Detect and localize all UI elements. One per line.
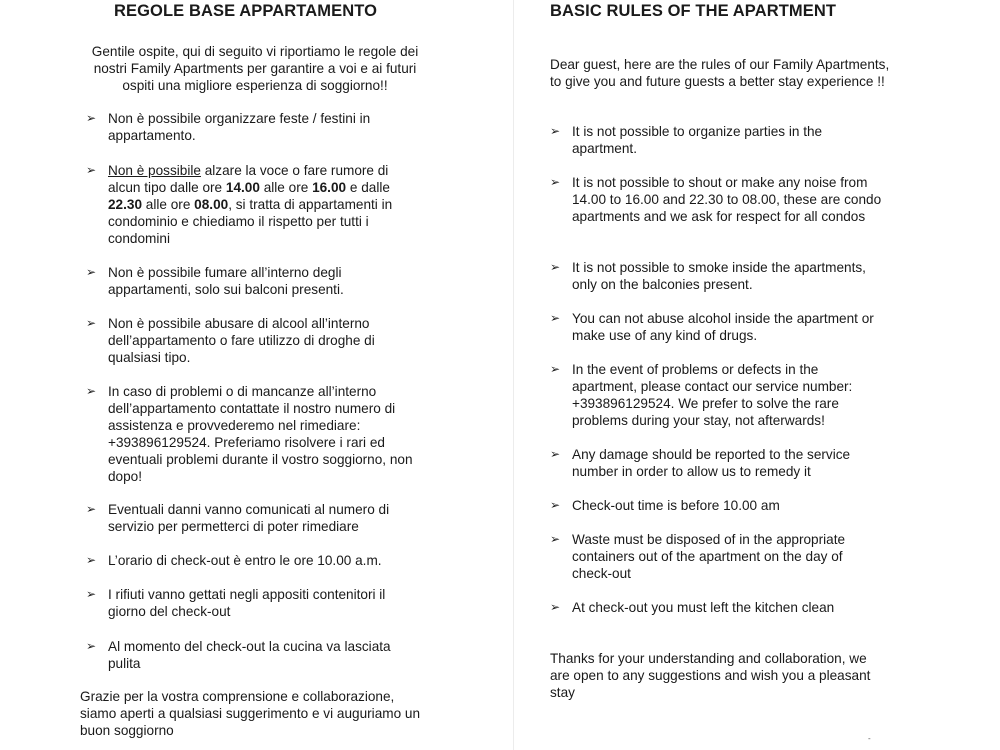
english-rule-2-text: It is not possible to shout or make any noise from 14.00 to 16.00 and 22.30 to 08.00, these are condo apartments and we ask for respect for all condos bbox=[572, 175, 882, 224]
arrow-bullet-icon: ➢ bbox=[86, 265, 97, 279]
arrow-bullet-icon: ➢ bbox=[86, 639, 97, 653]
english-rule-5 bbox=[550, 361, 885, 429]
arrow-bullet-icon: ➢ bbox=[86, 553, 97, 567]
italian-rule-8 bbox=[80, 586, 420, 620]
italian-rule-6 bbox=[80, 501, 420, 535]
italian-rule-1-text: Non è possibile organizzare feste / festini in appartamento. bbox=[108, 111, 371, 143]
english-rule-5-text: In the event of problems or defects in the apartment, please contact our service number: +393896129524. We prefer to solve the rare problems during your stay, not afterwards! bbox=[572, 362, 853, 428]
arrow-bullet-icon: ➢ bbox=[550, 447, 561, 461]
english-rule-8-text: Waste must be disposed of in the appropriate containers out of the apartment on the day of check-out bbox=[572, 532, 846, 581]
italian-rule-5 bbox=[80, 383, 420, 485]
english-title: BASIC RULES OF THE APARTMENT bbox=[550, 2, 837, 20]
italian-rule-1 bbox=[80, 110, 420, 144]
english-rule-9-text: At check-out you must left the kitchen clean bbox=[572, 600, 835, 615]
arrow-bullet-icon: ➢ bbox=[550, 498, 561, 512]
italian-rule-3 bbox=[80, 264, 420, 298]
english-closing: Thanks for your understanding and collaboration, we are open to any suggestions and wish you a pleasant stay bbox=[550, 651, 871, 700]
italian-rule-2 bbox=[80, 162, 420, 247]
arrow-bullet-icon: ➢ bbox=[550, 311, 561, 325]
arrow-bullet-icon: ➢ bbox=[86, 111, 97, 125]
arrow-bullet-icon: ➢ bbox=[550, 362, 561, 376]
italian-rule-8-text: I rifiuti vanno gettati negli appositi contenitori il giorno del check-out bbox=[108, 587, 386, 619]
arrow-bullet-icon: ➢ bbox=[550, 600, 561, 614]
english-rule-1-text: It is not possible to organize parties in the apartment. bbox=[572, 124, 823, 156]
italian-rule-3-text: Non è possibile fumare all’interno degli appartamenti, solo sui balconi presenti. bbox=[108, 265, 344, 297]
arrow-bullet-icon: ➢ bbox=[550, 260, 561, 274]
arrow-bullet-icon: ➢ bbox=[550, 175, 561, 189]
arrow-bullet-icon: ➢ bbox=[86, 384, 97, 398]
italian-rule-5-text: In caso di problemi o di mancanze all’interno dell’appartamento contattate il nostro numero di assistenza e provvederemo nel rimediare: +393896129524. Preferiamo risolvere i rari ed eventuali problemi durante il vostro soggiorno, non dopo! bbox=[108, 384, 413, 484]
underlined-phrase: Non è possibile bbox=[108, 163, 201, 178]
italian-rule-9-text: Al momento del check-out la cucina va lasciata pulita bbox=[108, 639, 391, 671]
arrow-bullet-icon: ➢ bbox=[86, 163, 97, 177]
english-rule-2 bbox=[550, 174, 885, 225]
italian-rule-2-text: Non è possibile alzare la voce o fare rumore di alcun tipo dalle ore 14.00 alle ore 16.00 e dalle 22.30 alle ore 08.00, si tratta di appartamenti in condominio e chiediamo il rispetto per tutti i condomini bbox=[108, 163, 393, 246]
english-rule-9 bbox=[550, 599, 885, 616]
arrow-bullet-icon: ➢ bbox=[86, 502, 97, 516]
english-rule-3-text: It is not possible to smoke inside the apartments, only on the balconies present. bbox=[572, 260, 866, 292]
italian-rule-4 bbox=[80, 315, 420, 366]
arrow-bullet-icon: ➢ bbox=[86, 316, 97, 330]
italian-rule-6-text: Eventuali danni vanno comunicati al numero di servizio per permetterci di poter rimediare bbox=[108, 502, 390, 534]
english-rule-3 bbox=[550, 259, 885, 293]
arrow-bullet-icon: ➢ bbox=[550, 532, 561, 546]
english-rule-6 bbox=[550, 446, 885, 480]
english-rule-7 bbox=[550, 497, 885, 514]
italian-rule-4-text: Non è possibile abusare di alcool all’interno dell’appartamento o fare utilizzo di droghe di qualsiasi tipo. bbox=[108, 316, 375, 365]
english-rule-4-text: You can not abuse alcohol inside the apartment or make use of any kind of drugs. bbox=[572, 311, 874, 343]
italian-intro: Gentile ospite, qui di seguito vi riportiamo le regole dei nostri Family Apartments per garantire a voi e ai futuri ospiti una migliore esperienza di soggiorno!! bbox=[91, 44, 419, 93]
english-rule-6-text: Any damage should be reported to the service number in order to allow us to remedy it bbox=[572, 447, 851, 479]
english-rule-1 bbox=[550, 123, 885, 157]
italian-rule-7 bbox=[80, 552, 420, 569]
english-rule-4 bbox=[550, 310, 885, 344]
footer-mark: - bbox=[868, 734, 871, 743]
arrow-bullet-icon: ➢ bbox=[550, 124, 561, 138]
english-rule-7-text: Check-out time is before 10.00 am bbox=[572, 498, 780, 513]
italian-title: REGOLE BASE APPARTAMENTO bbox=[114, 2, 378, 20]
english-intro: Dear guest, here are the rules of our Family Apartments, to give you and future guests a better stay experience !! bbox=[550, 57, 890, 89]
column-divider bbox=[513, 0, 514, 750]
english-rule-8 bbox=[550, 531, 885, 582]
italian-rule-7-text: L’orario di check-out è entro le ore 10.00 a.m. bbox=[108, 553, 382, 568]
italian-rule-9 bbox=[80, 638, 420, 672]
arrow-bullet-icon: ➢ bbox=[86, 587, 97, 601]
italian-closing: Grazie per la vostra comprensione e collaborazione, siamo aperti a qualsiasi suggerimento e vi auguriamo un buon soggiorno bbox=[80, 689, 421, 738]
